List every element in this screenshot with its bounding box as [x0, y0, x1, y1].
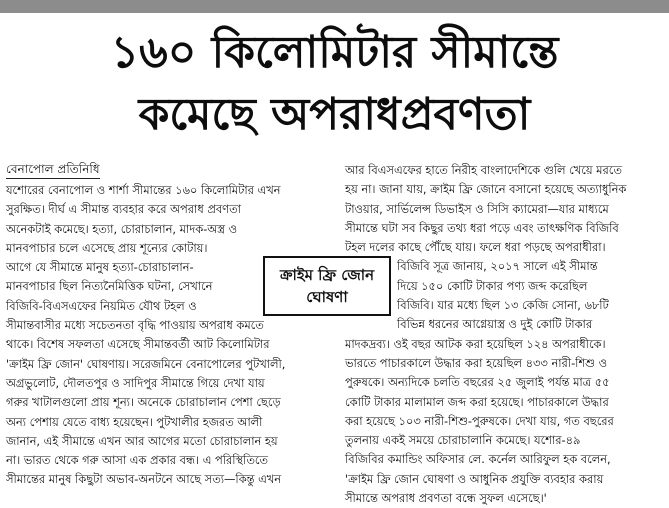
left-line-9: থাকে। বিশেষ সফলতা এসেছে সীমান্তবর্তী আট কিলোমিটার: [6, 337, 270, 352]
left-line-13: অন্য পেশায় যেতে বাধ্য হয়েছেন। পুটখালীর হজরত আলী: [6, 414, 263, 429]
right-line-4: সীমান্তে ঘটা সব কিছুর তথ্য ধরা পড়ে এবং তাৎক্ষণিক বিজিবি: [345, 220, 619, 235]
headline-line-2: কমেছে অপরাধপ্রবণতা: [138, 89, 531, 140]
headline: [0, 22, 669, 146]
left-line-11: অগ্রভুলোট, দৌলতপুর ও সাদিপুর সীমান্তে গিয়ে দেখা যায়: [6, 375, 265, 390]
byline: বেনাপোল প্রতিনিধি: [6, 161, 100, 179]
top-gray-bar: [0, 0, 669, 13]
right-line-1: আর বিএসএফের হাতে নিরীহ বাংলাদেশিকে গুলি খেয়ে মরতে: [345, 163, 622, 177]
right-line-7: দিয়ে ১৫০ কোটি টাকার পণ্য জব্দ করেছিল: [397, 278, 588, 293]
left-column: [6, 181, 334, 490]
headline-line-1: ১৬০ কিলোমিটার সীমান্তে: [110, 27, 559, 78]
left-line-1: যশোরের বেনাপোল ও শার্শা সীমান্তের ১৬০ কিলোমিটার এখন: [6, 183, 281, 197]
left-line-2: সুরক্ষিত। দীর্ঘ এ সীমান্ত ব্যবহার করে অপরাধ প্রবণতা: [6, 202, 241, 217]
left-line-12: গরুর খাটালগুলো প্রায় শূন্য। অনেকে চোরাচালান পেশা ছেড়ে: [6, 395, 281, 410]
right-line-9: বিভিন্ন ধরনের আগ্নেয়াস্ত্র ও দুই কোটি টাকার: [397, 317, 593, 332]
right-line-6: বিজিবি সূত্র জানায়, ২০১৭ সালে এই সীমান্ত: [397, 259, 598, 274]
right-line-11: ভারতে পাচারকালে উদ্ধার করা হয়েছিল ৪৩৩ নারী-শিশু ও: [345, 355, 607, 370]
right-line-5: টহল দলের কাছে পৌঁছে যায়। ফলে ধরা পড়ছে অপরাধীরা।: [345, 240, 606, 255]
right-line-2: হয় না। জানা যায়, ক্রাইম ফ্রি জোনে বসানো হয়েছে অত্যাধুনিক: [345, 182, 627, 197]
left-line-16: সীমান্তের মানুষ কিছুটা অভাব-অনটনে আছে সত্য—কিন্তু এখন: [6, 472, 282, 487]
right-line-17: 'ক্রাইম ফ্রি জোন ঘোষণা ও আধুনিক প্রযুক্তি ব্যবহার করায়: [345, 471, 604, 486]
left-line-14: জানান, এই সীমান্তে এখন আর আগের মতো চোরাচালান হয়: [6, 433, 278, 448]
callout-line-1: ক্রাইম ফ্রি জোন: [279, 266, 375, 284]
right-line-10: মাদকদ্রব্য। ওই বছর আটক করা হয়েছিল ১২৪ অপরাধীকে।: [345, 336, 606, 351]
left-line-10: 'ক্রাইম ফ্রি জোন' ঘোষণায়। সরেজমিনে বেনাপোলের পুটখালী,: [6, 356, 286, 371]
left-line-6: মানবপাচার ছিল নিত্যনৈমিত্তিক ঘটনা, সেখানে: [6, 279, 213, 294]
right-column: [345, 161, 663, 508]
right-line-8: বিজিবি। যার মধ্যে ছিল ১৩ কেজি সোনা, ৬৮টি: [397, 298, 609, 313]
right-line-13: কোটি টাকার মালামাল জব্দ করা হয়েছে। পাচারকালে উদ্ধার: [345, 394, 609, 409]
right-line-14: করা হয়েছে ১০৩ নারী-শিশু-পুরুষকে। দেখা যায়, গত বছরের: [345, 413, 614, 428]
left-line-3: অনেকটাই কমেছে। হত্যা, চোরাচালান, মাদক-অস্ত্র ও: [6, 221, 238, 236]
left-line-5: আগে যে সীমান্তে মানুষ হত্যা-চোরাচালান-: [6, 260, 194, 275]
right-line-16: বিজিবির কমান্ডিং অফিসার লে. কর্নেল আরিফুল হক বলেন,: [345, 452, 611, 467]
left-line-15: না। ভারত থেকে গরু আসা এক প্রকার বন্ধ। এ পরিস্থিতিতে: [6, 453, 268, 468]
left-line-7: বিজিবি-বিএসএফের নিয়মিত যৌথ টহল ও: [6, 298, 197, 313]
right-line-15: তুলনায় একই সময়ে চোরাচালানি কমেছে। যশোর-৪৯: [345, 433, 581, 448]
callout-line-2: ঘোষণা: [306, 288, 348, 306]
left-line-4: মানবপাচার চলে এসেছে প্রায় শূন্যের কোটায়।: [6, 240, 208, 255]
right-line-18: সীমান্তে অপরাধ প্রবণতা বন্ধে সুফল এসেছে।': [345, 491, 547, 506]
left-line-8: সীমান্তবাসীর মধ্যে সচেতনতা বৃদ্ধি পাওয়ায় অপরাধ কমতে: [6, 318, 264, 333]
right-line-12: পুরুষকে। অন্যদিকে চলতি বছরের ২৫ জুলাই পর্যন্ত মাত্র ৫৫: [345, 375, 610, 390]
right-line-3: টাওয়ার, সার্ভিলেন্স ডিভাইস ও সিসি ক্যামেরা—যার মাধ্যমে: [345, 201, 609, 216]
